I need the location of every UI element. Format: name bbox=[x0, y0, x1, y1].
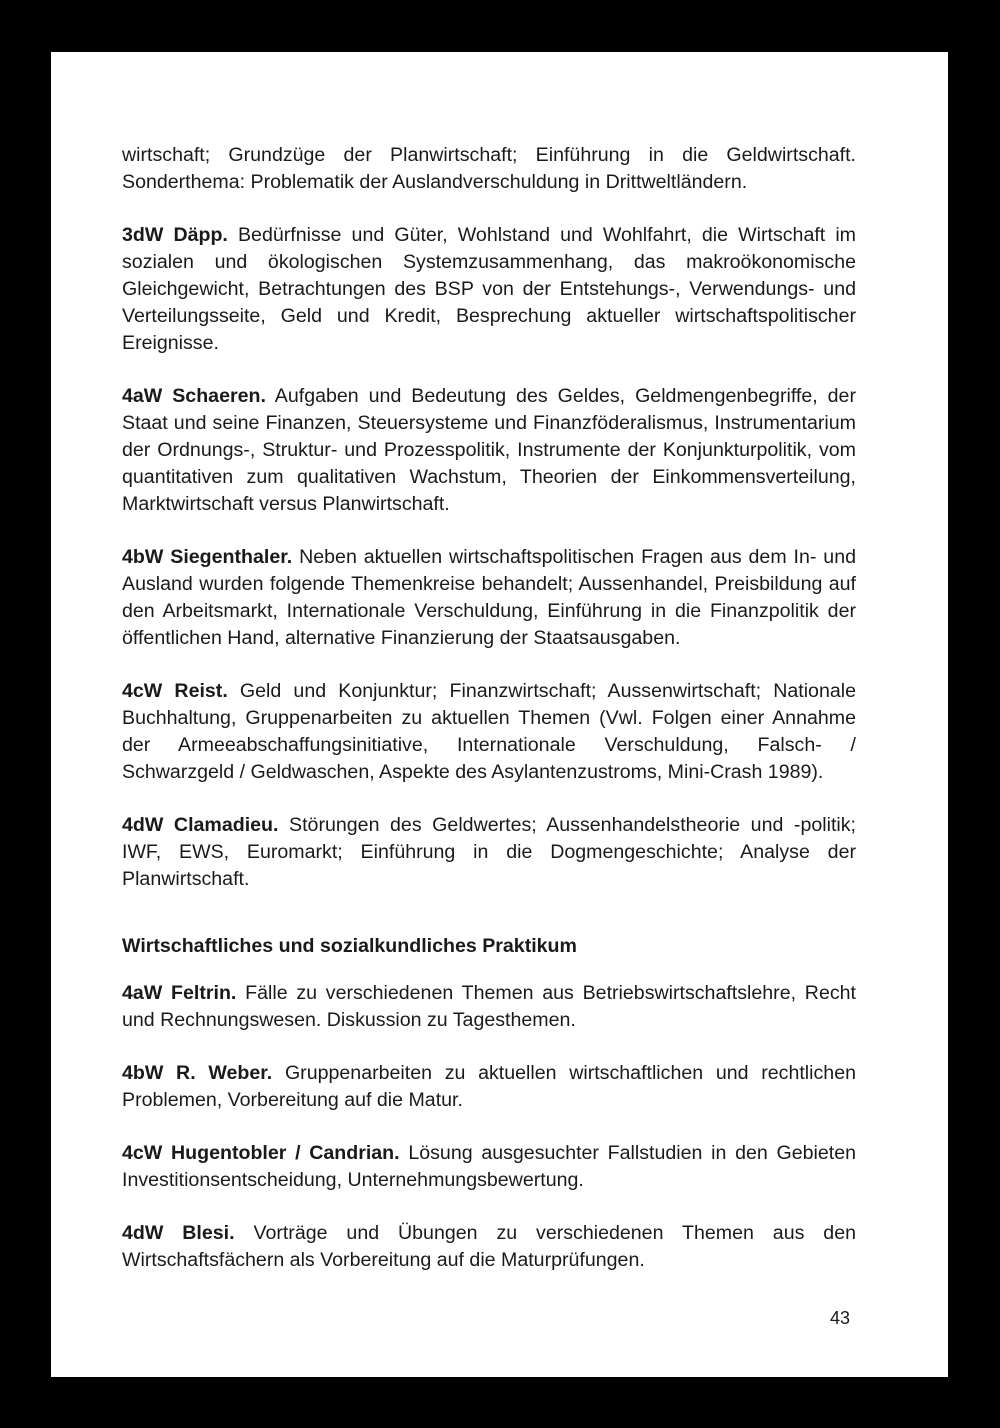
course-entry bbox=[122, 678, 856, 786]
section-heading: Wirtschaftliches und sozialkundliches Praktikum bbox=[122, 935, 577, 957]
course-text: Aufgaben und Bedeutung des Geldes, Geldmengenbegriffe, der Staat und seine Finanzen, Steuersysteme und Finanzföderalismus, Instrumentarium der Ordnungs-, Struktur- und Prozesspolitik, Instrumente der Konjunkturpolitik, vom quantitativen zum qualitativen Wachstum, Theorien der Einkommensverteilung, Marktwirtschaft versus Planwirtschaft. bbox=[122, 385, 856, 515]
course-text: Geld und Konjunktur; Finanzwirtschaft; Aussenwirtschaft; Nationale Buchhaltung, Gruppenarbeiten zu aktuellen Themen (Vwl. Folgen einer Annahme der Armeeabschaffungsinitiative, Internationale Verschuldung, Falsch- / Schwarzgeld / Geldwaschen, Aspekte des Asylantenzustroms, Mini-Crash 1989). bbox=[122, 680, 857, 783]
course-text: Neben aktuellen wirtschaftspolitischen Fragen aus dem In- und Ausland wurden folgende Themenkreise behandelt; Aussenhandel, Preisbildung auf den Arbeitsmarkt, Internationale Verschuldung, Einführung in die Finanzpolitik der öffentlichen Hand, alternative Finanzierung der Staatsausgaben. bbox=[122, 546, 856, 649]
page-content bbox=[122, 142, 856, 1300]
course-text: Störungen des Geldwertes; Aussenhandelstheorie und -politik; IWF, EWS, Euromarkt; Einführung in die Dogmengeschichte; Analyse der Planwirtschaft. bbox=[122, 814, 856, 890]
course-entry bbox=[122, 544, 856, 652]
intro-paragraph: wirtschaft; Grundzüge der Planwirtschaft; Einführung in die Geldwirtschaft. Sonderthema: Problematik der Auslandverschuldung in Drittweltländern. bbox=[122, 144, 856, 193]
course-list-practicum bbox=[122, 980, 856, 1274]
course-label: 4aW Schaeren. bbox=[122, 385, 266, 407]
document-page bbox=[51, 52, 948, 1377]
course-entry bbox=[122, 812, 856, 893]
course-text: Gruppenarbeiten zu aktuellen wirtschaftlichen und rechtlichen Problemen, Vorbereitung auf die Matur. bbox=[122, 1062, 856, 1111]
course-text: Fälle zu verschiedenen Themen aus Betriebswirtschaftslehre, Recht und Rechnungswesen. Diskussion zu Tagesthemen. bbox=[122, 982, 856, 1031]
course-label: 4cW Hugentobler / Candrian. bbox=[122, 1142, 400, 1164]
course-label: 4dW Blesi. bbox=[122, 1222, 235, 1244]
course-text: Lösung ausgesuchter Fallstudien in den Gebieten Investitionsentscheidung, Unternehmungsbewertung. bbox=[122, 1142, 857, 1191]
course-entry bbox=[122, 222, 856, 357]
course-list-economics bbox=[122, 222, 856, 893]
course-label: 4aW Feltrin. bbox=[122, 982, 237, 1004]
course-entry bbox=[122, 980, 856, 1034]
course-entry bbox=[122, 1140, 856, 1194]
course-label: 4bW R. Weber. bbox=[122, 1062, 273, 1084]
course-entry bbox=[122, 1220, 856, 1274]
course-label: 4bW Siegenthaler. bbox=[122, 546, 293, 568]
course-label: 4cW Reist. bbox=[122, 680, 228, 702]
course-entry bbox=[122, 1060, 856, 1114]
course-label: 4dW Clamadieu. bbox=[122, 814, 279, 836]
course-text: Bedürfnisse und Güter, Wohlstand und Wohlfahrt, die Wirtschaft im sozialen und ökologischen Systemzusammenhang, das makroökonomische Gleichgewicht, Betrachtungen des BSP von der Entstehungs-, Verwendungs- und Verteilungsseite, Geld und Kredit, Besprechung aktueller wirtschaftspolitischer Ereignisse. bbox=[122, 224, 856, 354]
course-label: 3dW Däpp. bbox=[122, 224, 228, 246]
course-entry bbox=[122, 383, 856, 518]
page-number: 43 bbox=[829, 1308, 850, 1328]
course-text: Vorträge und Übungen zu verschiedenen Themen aus den Wirtschaftsfächern als Vorbereitung auf die Maturprüfungen. bbox=[122, 1222, 856, 1271]
